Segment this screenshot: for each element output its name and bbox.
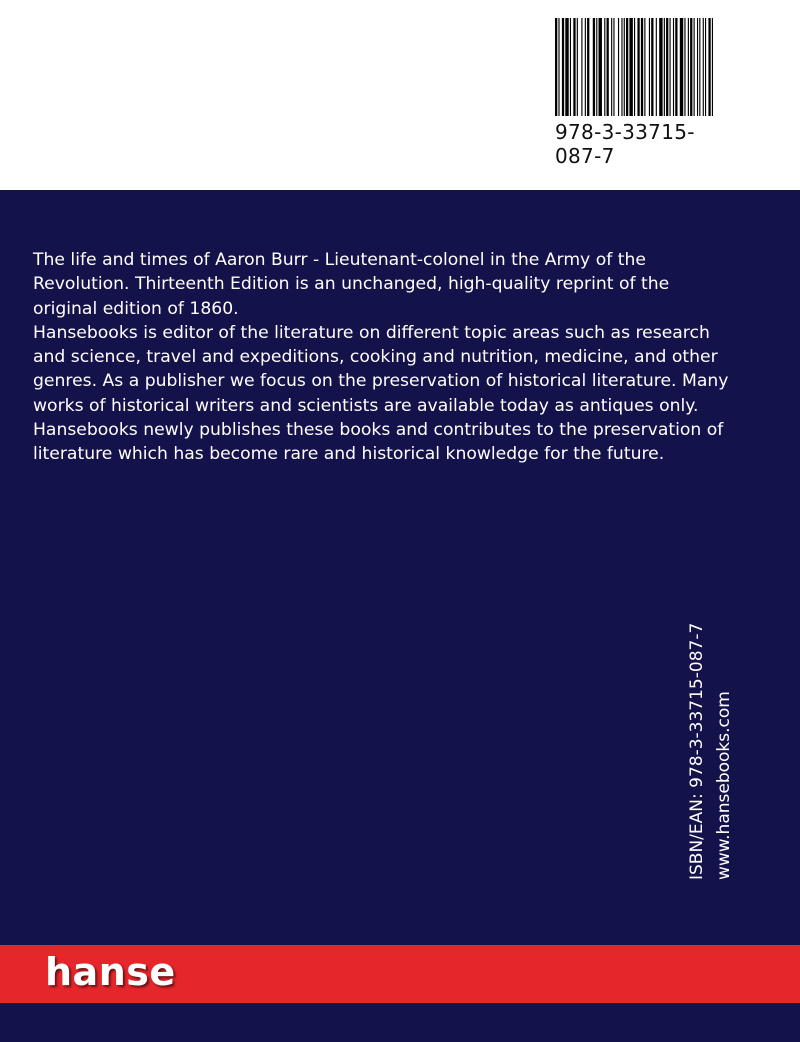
barcode-bar [699,18,700,116]
isbn-block [684,623,738,880]
barcode-bars [555,18,715,118]
hanse-logo: hanse [45,950,176,994]
barcode-bar [570,18,571,116]
barcode-bar [573,18,575,116]
barcode-bar [712,18,713,116]
description-paragraph-1: The life and times of Aaron Burr - Lieutenant-colonel in the Army of the Revolution. Thirteenth Edition is an unchanged, high-quality reprint of the original edition of 1860. [33,250,670,319]
barcode-bar [593,18,595,116]
barcode-bar [607,18,609,116]
barcode-bar [656,18,657,116]
barcode-number: 978-3-33715-087-7 [555,120,695,168]
barcode-bar [664,18,665,116]
barcode-bar [659,18,662,116]
barcode-bar [581,18,582,116]
barcode-bar [587,18,589,116]
barcode-bar [558,18,559,116]
barcode-bar [626,18,628,116]
barcode-bar [651,18,653,116]
barcode-bar [690,18,692,116]
barcode-bar [666,18,668,116]
barcode-bar [634,18,635,116]
barcode-bar [629,18,632,116]
barcode-bar [577,18,578,116]
barcode-bar [596,18,597,116]
barcode-bar [604,18,605,116]
barcode [555,18,780,168]
barcode-bar [684,18,685,116]
barcode-bar [675,18,677,116]
barcode-bar [621,18,622,116]
barcode-bar [697,18,698,116]
book-description [33,248,733,467]
barcode-bar [599,18,602,116]
barcode-bar [641,18,643,116]
barcode-bar [611,18,612,116]
barcode-bar [708,18,710,116]
barcode-bar [703,18,704,116]
barcode-bar [562,18,564,116]
website-text: www.hansebooks.com [714,691,734,880]
barcode-bar [585,18,586,116]
barcode-bar [565,18,568,116]
barcode-bar [618,18,619,116]
barcode-bar [688,18,689,116]
barcode-bar [555,18,557,116]
barcode-bar [705,18,706,116]
barcode-bar [649,18,650,116]
barcode-bar [637,18,639,116]
barcode-bar [644,18,645,116]
barcode-bar [624,18,625,116]
description-paragraph-2: Hansebooks is editor of the literature on different topic areas such as research and science, travel and expeditions, cooking and nutrition, medicine, and other genres. As a publisher we focus on the preservation of historical literature. Many works of historical writers and scientists are available today as antiques only. Hansebooks newly publishes these books and contributes to the preservation of literature which has become rare and historical knowledge for the future. [33,322,729,465]
barcode-bar [673,18,674,116]
isbn-text: ISBN/EAN: 978-3-33715-087-7 [687,622,707,880]
barcode-bar [680,18,683,116]
barcode-bar [669,18,670,116]
barcode-bar [694,18,695,116]
barcode-bar [613,18,614,116]
